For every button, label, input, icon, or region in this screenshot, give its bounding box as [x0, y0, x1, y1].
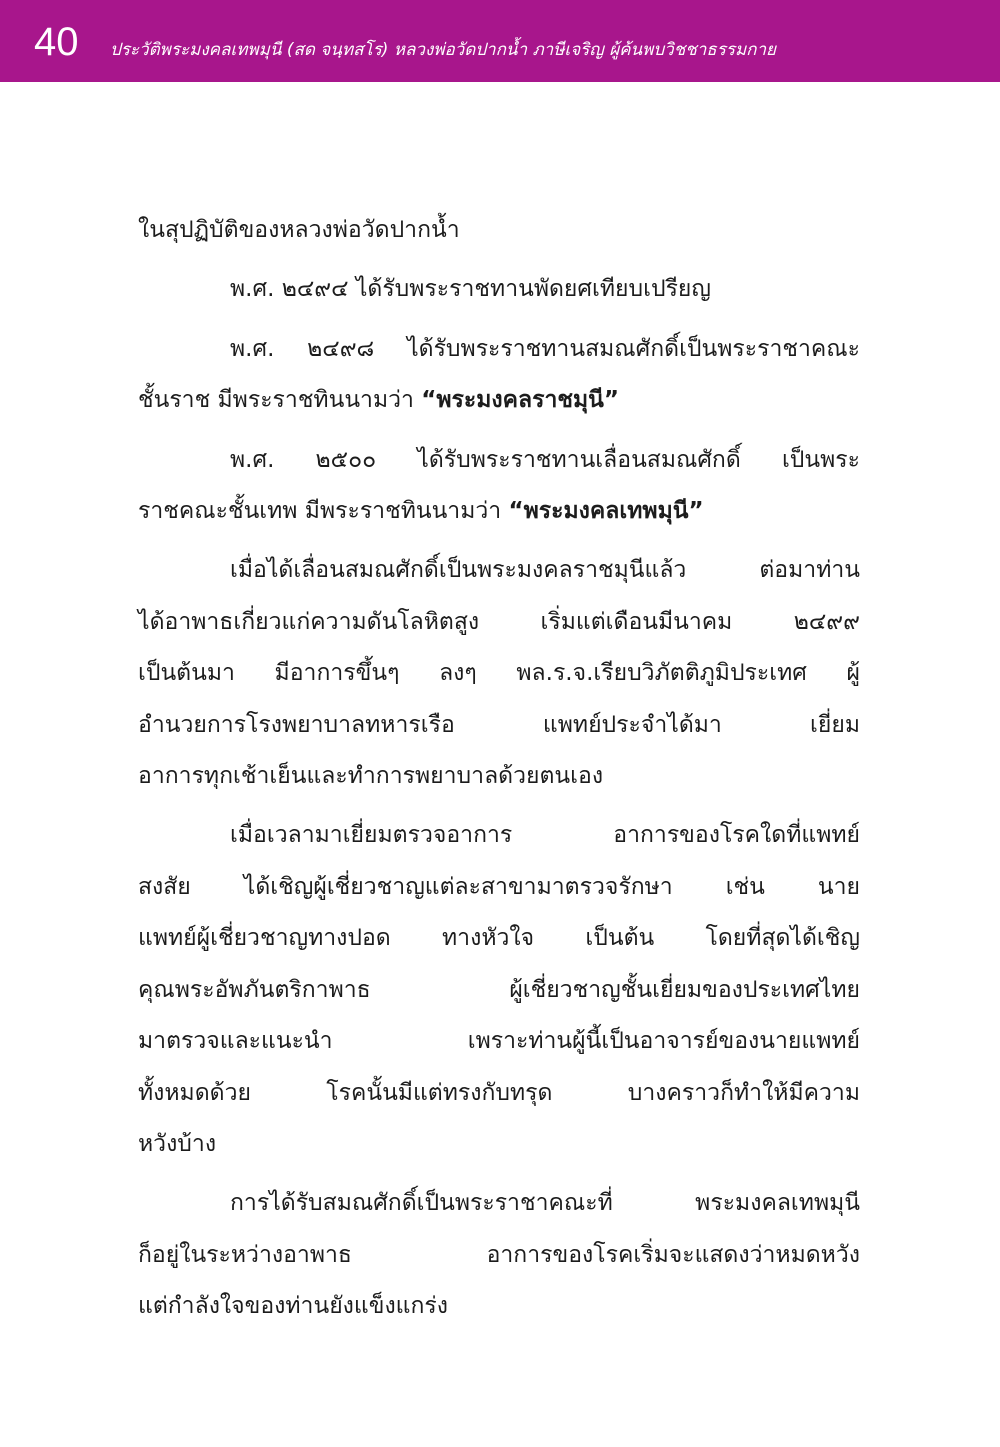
text-line [138, 375, 860, 426]
text-line: มาตรวจและแนะนำ เพราะท่านผู้นี้เป็นอาจารย์ของนายแพทย์ [138, 1028, 860, 1055]
text-line: ก็อยู่ในระหว่างอาพาธ อาการของโรคเริ่มจะแสดงว่าหมดหวัง [138, 1241, 860, 1268]
text-line [138, 486, 860, 537]
text-fragment: ชั้นราช มีพระราชทินนามว่า [138, 387, 414, 414]
text-line: คุณพระอัพภันตริกาพาธ ผู้เชี่ยวชาญชั้นเยี่ยมของประเทศไทย [138, 976, 860, 1003]
text-line: แพทย์ผู้เชี่ยวชาญทางปอด ทางหัวใจ เป็นต้น โดยที่สุดได้เชิญ [138, 925, 860, 952]
text-line: เมื่อได้เลื่อนสมณศักดิ์เป็นพระมงคลราชมุนีแล้ว ต่อมาท่าน [230, 557, 860, 584]
paragraph-2 [138, 264, 860, 315]
text-line: การได้รับสมณศักดิ์เป็นพระราชาคณะที่ พระมงคลเทพมุนี [230, 1190, 860, 1217]
running-title: ประวัติพระมงคลเทพมุนี (สด จนฺทสโร) หลวงพ่อวัดปากน้ำ ภาษีเจริญ ผู้ค้นพบวิชชาธรรมกาย [110, 40, 776, 60]
page-number: 40 [34, 20, 79, 64]
bold-title: “พระมงคลราชมุนี” [421, 387, 620, 414]
text-fragment: ราชคณะชั้นเทพ มีพระราชทินนามว่า [138, 498, 502, 525]
text-line: ทั้งหมดด้วย โรคนั้นมีแต่ทรงกับทรุด บางคราวก็ทำให้มีความ [138, 1079, 860, 1106]
paragraph-1 [138, 205, 860, 256]
paragraph-7 [138, 1178, 860, 1332]
text-line: พ.ศ. ๒๔๙๔ ได้รับพระราชทานพัดยศเทียบเปรียญ [230, 276, 711, 303]
text-line: อาการทุกเช้าเย็นและทำการพยาบาลด้วยตนเอง [138, 763, 604, 790]
text-line: ในสุปฏิบัติของหลวงพ่อวัดปากน้ำ [138, 217, 460, 243]
paragraph-5 [138, 545, 860, 802]
bold-title: “พระมงคลเทพมุนี” [508, 498, 704, 525]
text-line: พ.ศ. ๒๕๐๐ ได้รับพระราชทานเลื่อนสมณศักดิ์ เป็นพระ [230, 446, 860, 473]
text-line: ได้อาพาธเกี่ยวแก่ความดันโลหิตสูง เริ่มแต่เดือนมีนาคม ๒๔๙๙ [138, 608, 860, 635]
text-line: แต่กำลังใจของท่านยังแข็งแกร่ง [138, 1293, 449, 1320]
text-line: สงสัย ได้เชิญผู้เชี่ยวชาญแต่ละสาขามาตรวจรักษา เช่น นาย [138, 873, 860, 900]
text-line: หวังบ้าง [138, 1130, 217, 1157]
paragraph-6 [138, 810, 860, 1170]
text-line: พ.ศ. ๒๔๙๘ ได้รับพระราชทานสมณศักดิ์เป็นพระราชาคณะ [230, 335, 860, 362]
body-text [138, 205, 860, 1341]
text-line: อำนวยการโรงพยาบาลทหารเรือ แพทย์ประจำได้มา เยี่ยม [138, 711, 860, 738]
paragraph-4 [138, 435, 860, 538]
text-line: เมื่อเวลามาเยี่ยมตรวจอาการ อาการของโรคใดที่แพทย์ [230, 822, 860, 849]
page-header [0, 0, 1000, 82]
paragraph-3 [138, 324, 860, 427]
text-line: เป็นต้นมา มีอาการขึ้นๆ ลงๆ พล.ร.จ.เรียบวิภัตติภูมิประเทศ ผู้ [138, 660, 860, 687]
